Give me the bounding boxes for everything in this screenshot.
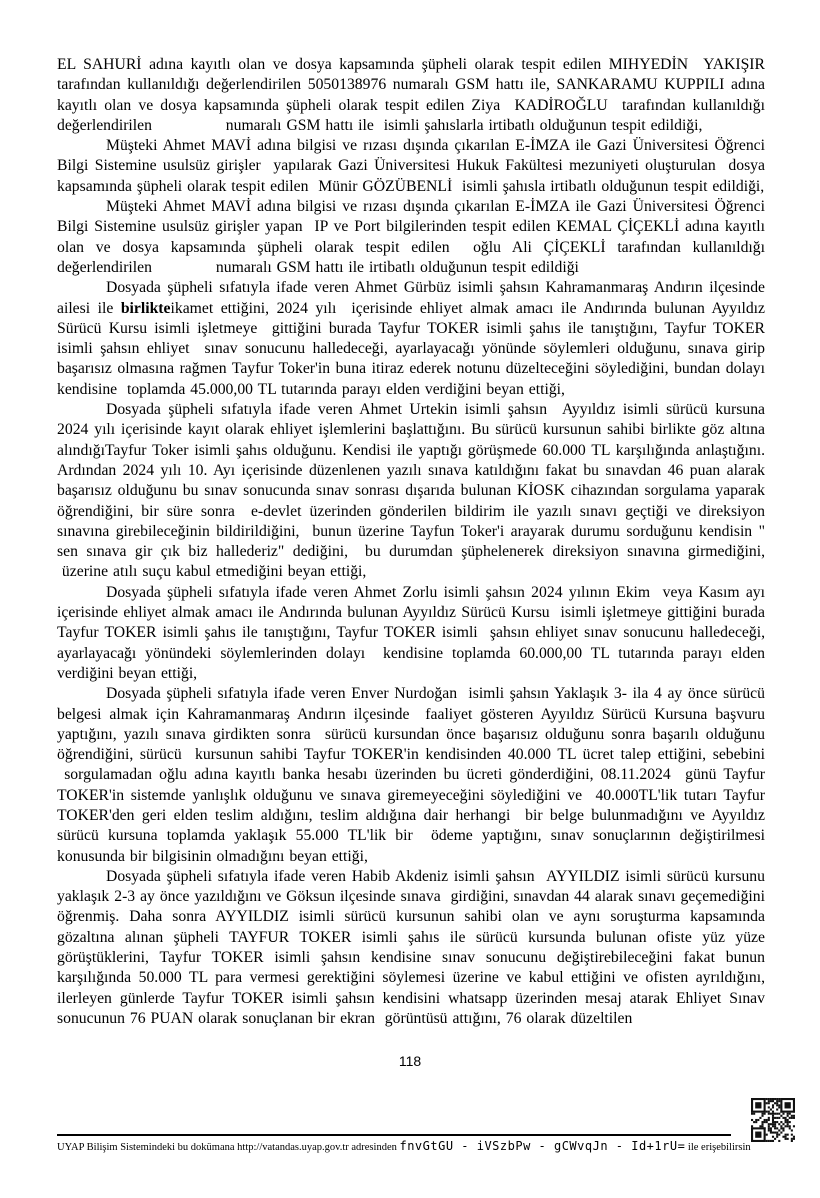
footer-access-code: fnvGtGU - iVSzbPw - gCWvqJn - Id+1rU= [399, 1139, 686, 1153]
paragraph [57, 684, 765, 867]
body-text: Müşteki Ahmet MAVİ adına bilgisi ve rızası dışında çıkarılan E-İMZA ile Gazi Üniversitesi Öğrenci Bilgi Sistemine usulsüz girişler yapılarak Gazi Üniversitesi Hukuk Fakültesi mezuniyeti oluşturulan dosya kapsamında şüpheli olarak tespit edilen Münir GÖZÜBENLİ isimli şahısla irtibatlı olduğunun tespit edildiği, [57, 137, 765, 195]
footer-access-text-suffix: ile erişebilirsin [687, 1142, 751, 1153]
paragraph [57, 136, 765, 197]
body-text: Dosyada şüpheli sıfatıyla ifade veren Habib Akdeniz isimli şahsın AYYILDIZ isimli sürücü kursunu yaklaşık 2-3 ay önce yazıldığını ve Göksun ilçesinde sınava girdiğini, sınavdan 44 alarak sınavı geçemediğini öğrenmiş. Daha sonra AYYILDIZ isimli sürücü kursunun sahibi olan ve aynı soruşturma kapsamında gözaltına alınan şüpheli TAYFUR TOKER isimli şahıs ile sürücü kursunda bulunan ofiste yüz yüze görüştüklerini, Tayfur TOKER isimli şahsın kendisine sınav sonucunu değiştirebileceğini fakat bunun karşılığında 50.000 TL para vermesi gerektiğini söylemesi üzerine ve kabul ettiğini ve ofisten ayrıldığını, ilerleyen günlerde Tayfur TOKER isimli şahsın kendisini whatsapp üzerinden mesaj atarak Ehliyet Sınav sonucunun 76 PUAN olarak sonuçlanan bir ekran görüntüsü attığını, 76 olarak düzeltilen [57, 867, 765, 1027]
footer-access-text-prefix: UYAP Bilişim Sistemindeki bu dokümana http://vatandas.uyap.gov.tr adresinden [57, 1142, 397, 1153]
footer-access-line [57, 1139, 757, 1153]
body-text: ikamet ettiğini, 2024 yılı içerisinde ehliyet almak amacı ile Andırında bulunan Ayyıldız Sürücü Kursu isimli işletmeye gittiğini burada Tayfur TOKER isimli şahıs ile tanıştığını, Tayfur TOKER isimli şahsın ehliyet sınav sonucunu halledeceği, ayarlayacağı yönünde söylemleri olduğunu, sınava girip başarısız olmasına rağmen Tayfur Toker'in buna itiraz ederek notunu düzelteceğini söylediğini, bundan dolayı kendisine toplamda 45.000,00 TL tutarında parayı elden verdiğini beyan ettiği, [57, 299, 765, 398]
bold-text: birlikte [120, 299, 171, 317]
body-text: Dosyada şüpheli sıfatıyla ifade veren Ahmet Gürbüz isimli şahsın Kahramanmaraş Andırın ilçesinde ailesi ile [57, 279, 765, 317]
body-text: Dosyada şüpheli sıfatıyla ifade veren Ahmet Zorlu isimli şahsın 2024 yılının Ekim veya Kasım ayı içerisinde ehliyet almak amacı ile Andırında bulunan Ayyıldız Sürücü Kursu isimli işletmeye gittiğini burada Tayfur TOKER isimli şahıs ile tanıştığını, Tayfur TOKER isimli şahsın ehliyet sınav sonucunu halledeceği, ayarlayacağı yönündeki söylemlerinden dolayı kendisine toplamda 60.000,00 TL tutarında parayı elden verdiğini beyan ettiği, [57, 583, 765, 682]
qr-code-icon [751, 1098, 795, 1142]
paragraph [57, 867, 765, 1029]
paragraph [57, 55, 765, 136]
paragraph [57, 583, 765, 684]
footer-divider [57, 1134, 731, 1136]
document-body [57, 55, 765, 1029]
body-text: EL SAHURİ adına kayıtlı olan ve dosya kapsamında şüpheli olarak tespit edilen MIHYEDİN YAKIŞIR tarafından kullanıldığı değerlendirilen 5050138976 numaralı GSM hattı ile, SANKARAMU KUPPILI adına kayıtlı olan ve dosya kapsamında şüpheli olarak tespit edilen Ziya KADİROĞLU tarafından kullanıldığı değerlendirilen numaralı GSM hattı ile isimli şahıslarla irtibatlı olduğunun tespit edildiği, [57, 56, 765, 134]
body-text: Müşteki Ahmet MAVİ adına bilgisi ve rızası dışında çıkarılan E-İMZA ile Gazi Üniversitesi Öğrenci Bilgi Sistemine usulsüz girişler yapan IP ve Port bilgilerinden tespit edilen KEMAL ÇİÇEKLİ adına kayıtlı olan ve dosya kapsamında şüpheli olarak tespit edilen oğlu Ali ÇİÇEKLİ tarafından kullanıldığı değerlendirilen numaralı GSM hattı ile irtibatlı olduğunun tespit edildiği [57, 198, 765, 276]
page-number: 118 [398, 1053, 422, 1069]
paragraph [57, 197, 765, 278]
paragraph [57, 400, 765, 583]
body-text: Dosyada şüpheli sıfatıyla ifade veren Enver Nurdoğan isimli şahsın Yaklaşık 3- ila 4 ay önce sürücü belgesi almak için Kahramanmaraş Andırın ilçesinde faaliyet gösteren Ayyıldız Sürücü Kursuna başvuru yaptığını, yazılı sınava girdikten sonra sürücü kursundan önce başarısız olduğunu sonra başarılı olduğunu öğrendiğini, sürücü kursunun sahibi Tayfur TOKER'in kendisinden 40.000 TL ücret talep ettiğini, sebebini sorgulamadan oğlu adına kayıtlı banka hesabı üzerinden bu ücreti gönderdiğini, 08.11.2024 günü Tayfur TOKER'in sistemde yanlışlık olduğunu ve sınava giremeyeceğini söylediğini ve 40.000TL'lik tutarı Tayfur TOKER'den geri elden teslim aldığını, teslim aldığına dair herhangi bir belge bulunmadığını ve Ayyıldız sürücü kursuna toplamda yaklaşık 55.000 TL'lik bir ödeme yaptığını, sınav sonuçlarının değiştirilmesi konusunda bir bilgisinin olmadığını beyan ettiği, [57, 685, 765, 865]
body-text: Dosyada şüpheli sıfatıyla ifade veren Ahmet Urtekin isimli şahsın Ayyıldız isimli sürücü kursuna 2024 yılı içerisinde kayıt olarak ehliyet işlemlerini başlattığını. Bu sürücü kursunun sahibi birlikte göz altına alındığıTayfur Toker isimli şahıs olduğunu. Kendisi ile yaptığı görüşmede 60.000 TL karşılığında anlaştığını. Ardından 2024 yılı 10. Ayı içerisinde düzenlenen yazılı sınava katıldığını fakat bu sınavdan 46 puan alarak başarısız olduğunu bu sınav sonucunda sınav sonrası dışarıda bulunan KİOSK cihazından sorgulama yaparak öğrendiğini, bir süre sonra e-devlet üzerinden gönderilen bildirim ile yazılı sınavı geçtiği ve direksiyon sınavına girebileceğinin bildirildiğini, bunun üzerine Tayfun Toker'i arayarak durumu sorduğunu kendisin " sen sınava gir çık biz hallederiz" dediğini, bu durumdan şüphelenerek direksiyon sınavına girmediğini, üzerine atılı suçu kabul etmediğini beyan ettiği, [57, 401, 765, 581]
paragraph [57, 278, 765, 400]
